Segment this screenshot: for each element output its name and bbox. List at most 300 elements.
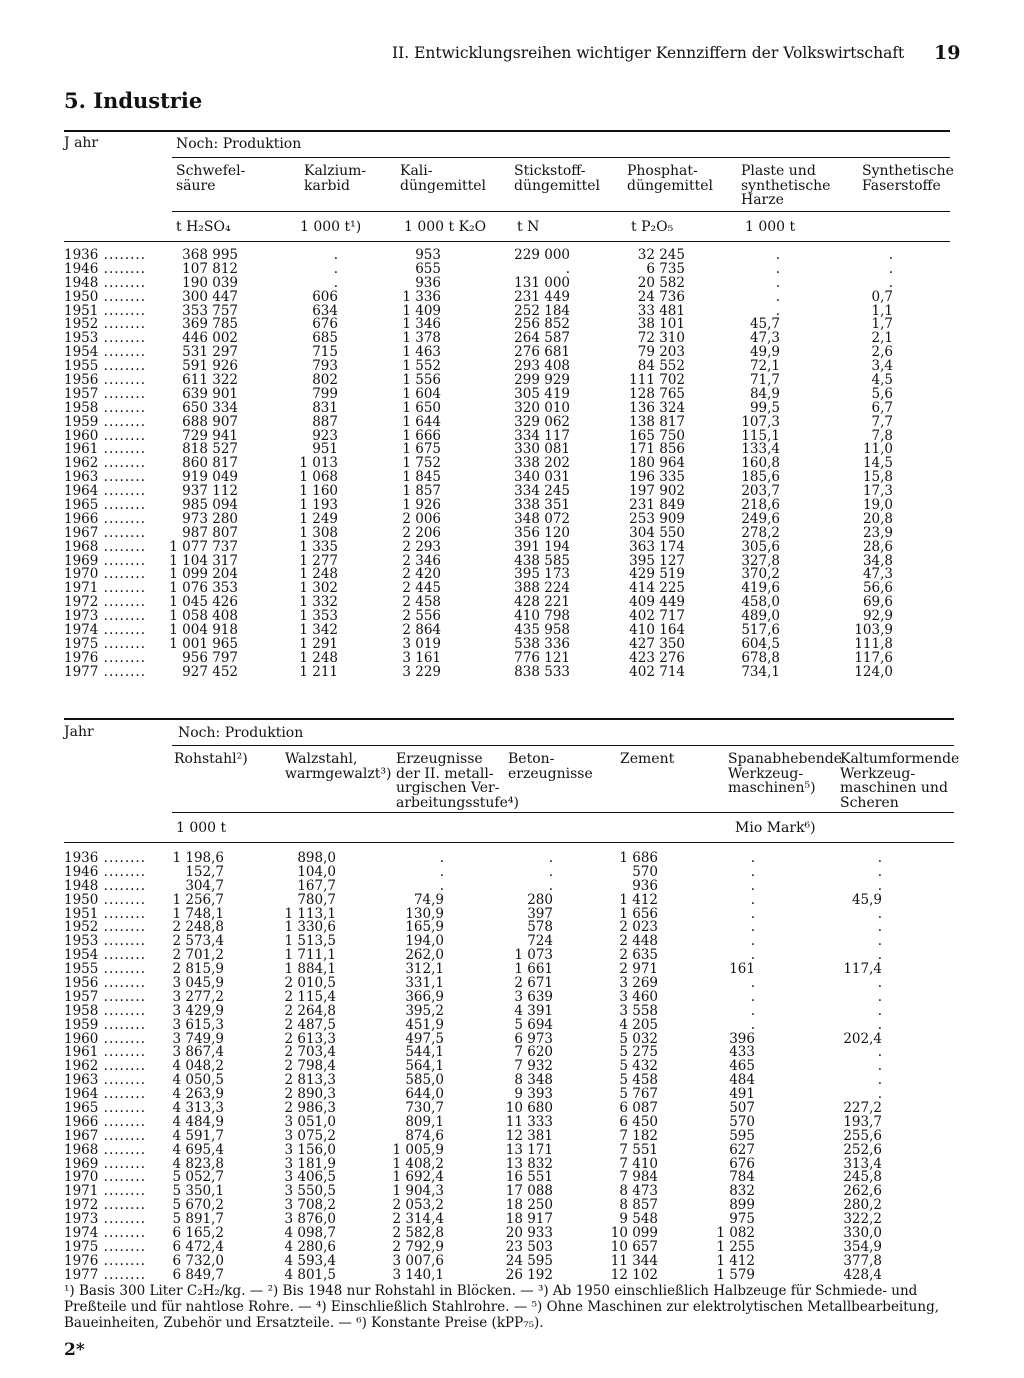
- year-cell: 1948 .....: [64, 277, 146, 291]
- value-cell: 26 192: [505, 1266, 553, 1283]
- year-cell: 1961 .....: [64, 443, 146, 457]
- value-cell: 1 104 317: [169, 552, 238, 569]
- value-cell: 1 001 965: [169, 635, 238, 652]
- value-cell: 491: [729, 1086, 755, 1103]
- value-cell: 12 102: [610, 1266, 658, 1283]
- value-cell: 79 203: [637, 344, 685, 361]
- value-cell: 17,3: [862, 483, 893, 500]
- value-cell: 809,1: [405, 1113, 444, 1130]
- value-cell: 45,7: [749, 316, 780, 333]
- value-cell: 729 941: [182, 427, 238, 444]
- year-cell: 1958 .....: [64, 402, 146, 416]
- year-cell: 1966 .....: [64, 513, 146, 527]
- table1-year-label: J ahr: [64, 135, 99, 151]
- value-cell: 28,6: [862, 538, 893, 555]
- value-cell: 1 082: [716, 1225, 755, 1242]
- value-cell: 428,4: [843, 1266, 882, 1283]
- value-cell: 5 891,7: [172, 1211, 224, 1228]
- table2-year-label: Jahr: [64, 724, 94, 740]
- value-cell: 1 076 353: [169, 580, 238, 597]
- value-cell: 71,7: [749, 372, 780, 389]
- value-cell: 433: [729, 1044, 755, 1061]
- value-cell: 1 058 408: [169, 608, 238, 625]
- value-cell: 2 798,4: [284, 1058, 336, 1075]
- value-cell: 190 039: [182, 274, 238, 291]
- value-cell: 8 473: [619, 1183, 658, 1200]
- value-cell: 2 264,8: [284, 1002, 336, 1019]
- value-cell: 130,9: [405, 905, 444, 922]
- value-cell: 465: [729, 1058, 755, 1075]
- value-cell: 7,7: [871, 413, 893, 430]
- value-cell: 5 670,2: [172, 1197, 224, 1214]
- value-cell: 92,9: [862, 608, 893, 625]
- value-cell: 49,9: [749, 344, 780, 361]
- value-cell: 6 732,0: [172, 1252, 224, 1269]
- value-cell: 6 849,7: [172, 1266, 224, 1283]
- table2-unit-rohstahl: 1 000 t: [176, 820, 227, 836]
- value-cell: 18 250: [505, 1197, 553, 1214]
- value-cell: 320 010: [514, 399, 570, 416]
- year-cell: 1970 .....: [64, 568, 146, 582]
- value-cell: 2 248,8: [172, 919, 224, 936]
- table2-col-walzstahl: Walzstahl, warmgewalzt³): [285, 751, 392, 782]
- value-cell: 860 817: [182, 455, 238, 472]
- value-cell: 730,7: [405, 1100, 444, 1117]
- value-cell: 2 792,9: [392, 1238, 444, 1255]
- value-cell: 3 429,9: [172, 1002, 224, 1019]
- year-cell: 1965 .....: [64, 1102, 146, 1116]
- value-cell: 1 748,1: [172, 905, 224, 922]
- value-cell: 5 350,1: [172, 1183, 224, 1200]
- value-cell: 3 007,6: [392, 1252, 444, 1269]
- value-cell: 128 765: [629, 385, 685, 402]
- value-cell: 280: [527, 891, 553, 908]
- value-cell: 299 929: [514, 372, 570, 389]
- value-cell: 1 650: [402, 399, 441, 416]
- value-cell: 2 053,2: [392, 1197, 444, 1214]
- value-cell: 484: [729, 1072, 755, 1089]
- table2-col-zement: Zement: [620, 751, 675, 767]
- year-cell: 1950 .....: [64, 291, 146, 305]
- value-cell: 1 249: [299, 510, 338, 527]
- value-cell: 570: [729, 1113, 755, 1130]
- table1-body-rule: [64, 241, 950, 242]
- value-cell: 38 101: [637, 316, 685, 333]
- value-cell: 45,9: [851, 891, 882, 908]
- value-cell: 304 550: [629, 524, 685, 541]
- value-cell: 1 409: [402, 302, 441, 319]
- table2-unit-spanabhebende: Mio Mark⁶): [735, 820, 816, 836]
- value-cell: .: [877, 1072, 882, 1089]
- value-cell: 1 277: [299, 552, 338, 569]
- value-cell: 799: [312, 385, 338, 402]
- value-cell: 4 313,3: [172, 1100, 224, 1117]
- value-cell: 3 708,2: [284, 1197, 336, 1214]
- value-cell: 313,4: [843, 1155, 882, 1172]
- value-cell: 348 072: [514, 510, 570, 527]
- value-cell: .: [750, 1016, 755, 1033]
- year-cell: 1936 .....: [64, 852, 146, 866]
- value-cell: 818 527: [182, 441, 238, 458]
- table1-body: [64, 249, 964, 680]
- value-cell: 231 849: [629, 497, 685, 514]
- value-cell: 33 481: [637, 302, 685, 319]
- value-cell: 11 333: [505, 1113, 553, 1130]
- value-cell: 10 099: [610, 1225, 658, 1242]
- table2-col-betonerzeugnisse: Beton- erzeugnisse: [508, 751, 593, 782]
- value-cell: 2 671: [514, 975, 553, 992]
- value-cell: 11 344: [610, 1252, 658, 1269]
- value-cell: 973 280: [182, 510, 238, 527]
- value-cell: 2 006: [402, 510, 441, 527]
- value-cell: 370,2: [741, 566, 780, 583]
- value-cell: 2 010,5: [284, 975, 336, 992]
- value-cell: 5 275: [619, 1044, 658, 1061]
- value-cell: 3 269: [619, 975, 658, 992]
- table1-colhead-rule: [172, 211, 950, 212]
- value-cell: 1 711,1: [284, 947, 336, 964]
- value-cell: 4 823,8: [172, 1155, 224, 1172]
- section-title: 5. Industrie: [64, 88, 203, 113]
- year-cell: 1970 .....: [64, 1171, 146, 1185]
- value-cell: 410 798: [514, 608, 570, 625]
- value-cell: 1 752: [402, 455, 441, 472]
- value-cell: 395 127: [629, 552, 685, 569]
- value-cell: 305,6: [741, 538, 780, 555]
- year-cell: 1957 .....: [64, 388, 146, 402]
- value-cell: 104,0: [297, 863, 336, 880]
- value-cell: 138 817: [629, 413, 685, 430]
- value-cell: 5 767: [619, 1086, 658, 1103]
- value-cell: .: [565, 260, 570, 277]
- value-cell: 3 277,2: [172, 988, 224, 1005]
- value-cell: 1 255: [716, 1238, 755, 1255]
- year-cell: 1974 .....: [64, 624, 146, 638]
- value-cell: 1 302: [299, 580, 338, 597]
- value-cell: 4 048,2: [172, 1058, 224, 1075]
- value-cell: .: [877, 1016, 882, 1033]
- table2-group-label: Noch: Produktion: [178, 725, 304, 741]
- value-cell: 396: [729, 1030, 755, 1047]
- value-cell: 72,1: [749, 358, 780, 375]
- value-cell: 874,6: [405, 1127, 444, 1144]
- value-cell: .: [877, 1058, 882, 1075]
- value-cell: 5 432: [619, 1058, 658, 1075]
- value-cell: 409 449: [629, 594, 685, 611]
- value-cell: 256 852: [514, 316, 570, 333]
- value-cell: 564,1: [405, 1058, 444, 1075]
- value-cell: 3 639: [514, 988, 553, 1005]
- value-cell: 391 194: [514, 538, 570, 555]
- value-cell: 419,6: [741, 580, 780, 597]
- value-cell: 1 692,4: [392, 1169, 444, 1186]
- year-cell: 1946 .....: [64, 263, 146, 277]
- value-cell: 152,7: [185, 863, 224, 880]
- value-cell: 194,0: [405, 933, 444, 950]
- value-cell: 9 393: [514, 1086, 553, 1103]
- value-cell: 293 408: [514, 358, 570, 375]
- value-cell: 2 573,4: [172, 933, 224, 950]
- value-cell: .: [750, 877, 755, 894]
- value-cell: 435 958: [514, 622, 570, 639]
- value-cell: 832: [729, 1183, 755, 1200]
- value-cell: 23,9: [862, 524, 893, 541]
- year-cell: 1955 .....: [64, 360, 146, 374]
- year-cell: 1962 .....: [64, 457, 146, 471]
- value-cell: .: [877, 1044, 882, 1061]
- value-cell: 262,0: [405, 947, 444, 964]
- value-cell: 15,8: [862, 469, 893, 486]
- value-cell: 395,2: [405, 1002, 444, 1019]
- year-cell: 1959 .....: [64, 1019, 146, 1033]
- value-cell: 196 335: [629, 469, 685, 486]
- value-cell: 24 595: [505, 1252, 553, 1269]
- value-cell: 4 695,4: [172, 1141, 224, 1158]
- value-cell: 2 314,4: [392, 1211, 444, 1228]
- table1-row: [64, 663, 964, 680]
- value-cell: 264 587: [514, 330, 570, 347]
- value-cell: 165 750: [629, 427, 685, 444]
- value-cell: 1 198,6: [172, 850, 224, 866]
- table2-col-spanabhebende: Spanabhebende Werkzeug- maschinen⁵): [728, 751, 843, 796]
- year-cell: 1962 .....: [64, 1060, 146, 1074]
- value-cell: 2 487,5: [284, 1016, 336, 1033]
- value-cell: 10 680: [505, 1100, 553, 1117]
- value-cell: 899: [729, 1197, 755, 1214]
- value-cell: 802: [312, 372, 338, 389]
- value-cell: 185,6: [741, 469, 780, 486]
- value-cell: 1 013: [299, 455, 338, 472]
- value-cell: 898,0: [297, 850, 336, 866]
- value-cell: 136 324: [629, 399, 685, 416]
- value-cell: 34,8: [862, 552, 893, 569]
- value-cell: 2 971: [619, 961, 658, 978]
- value-cell: 497,5: [405, 1030, 444, 1047]
- table2-group-rule: [172, 745, 954, 746]
- value-cell: 18 917: [505, 1211, 553, 1228]
- value-cell: .: [888, 247, 893, 263]
- value-cell: 276 681: [514, 344, 570, 361]
- value-cell: 23 503: [505, 1238, 553, 1255]
- value-cell: 517,6: [741, 622, 780, 639]
- value-cell: .: [888, 274, 893, 291]
- value-cell: 1 661: [514, 961, 553, 978]
- value-cell: 1 845: [402, 469, 441, 486]
- value-cell: 1 857: [402, 483, 441, 500]
- table1-top-rule: [64, 130, 950, 132]
- value-cell: 1,1: [871, 302, 893, 319]
- value-cell: .: [750, 905, 755, 922]
- value-cell: 606: [312, 288, 338, 305]
- value-cell: 1,7: [871, 316, 893, 333]
- value-cell: 7 182: [619, 1127, 658, 1144]
- value-cell: 2 613,3: [284, 1030, 336, 1047]
- value-cell: 124,0: [854, 663, 893, 680]
- value-cell: 1 579: [716, 1266, 755, 1283]
- value-cell: 1 099 204: [169, 566, 238, 583]
- table2-top-rule: [64, 718, 954, 720]
- value-cell: .: [333, 274, 338, 291]
- value-cell: 1 005,9: [392, 1141, 444, 1158]
- value-cell: 446 002: [182, 330, 238, 347]
- value-cell: 322,2: [843, 1211, 882, 1228]
- value-cell: 1 332: [299, 594, 338, 611]
- value-cell: 611 322: [182, 372, 238, 389]
- year-cell: 1971 .....: [64, 1185, 146, 1199]
- value-cell: 10 657: [610, 1238, 658, 1255]
- value-cell: 7 551: [619, 1141, 658, 1158]
- value-cell: 1 193: [299, 497, 338, 514]
- year-cell: 1958 .....: [64, 1005, 146, 1019]
- year-cell: 1948 .....: [64, 880, 146, 894]
- value-cell: 84 552: [637, 358, 685, 375]
- value-cell: 19,0: [862, 497, 893, 514]
- footnotes: ¹) Basis 300 Liter C₂H₂/kg. — ²) Bis 1948 nur Rohstahl in Blöcken. — ³) Ab 1950 einschließlich Halbzeuge für Schmiede- und Preßteile und für nahtlose Rohre. — ⁴) Einschließlich Stahlrohre. — ⁵) Ohne Maschinen zur elektrolytischen Metallbearbeitung, Baueinheiten, Zubehör und Ersatzteile. — ⁶) Konstante Preise (kPP₇₅).: [64, 1283, 940, 1331]
- value-cell: 4 484,9: [172, 1113, 224, 1130]
- year-cell: 1973 .....: [64, 610, 146, 624]
- value-cell: 6,7: [871, 399, 893, 416]
- value-cell: 20 582: [637, 274, 685, 291]
- value-cell: 1 256,7: [172, 891, 224, 908]
- value-cell: 538 336: [514, 635, 570, 652]
- value-cell: 3 460: [619, 988, 658, 1005]
- value-cell: 14,5: [862, 455, 893, 472]
- value-cell: 3 867,4: [172, 1044, 224, 1061]
- value-cell: .: [439, 863, 444, 880]
- value-cell: 4 205: [619, 1016, 658, 1033]
- value-cell: 395 173: [514, 566, 570, 583]
- value-cell: 278,2: [741, 524, 780, 541]
- value-cell: 644,0: [405, 1086, 444, 1103]
- year-cell: 1951 .....: [64, 305, 146, 319]
- value-cell: 280,2: [843, 1197, 882, 1214]
- value-cell: 312,1: [405, 961, 444, 978]
- table2-col-rohstahl: Rohstahl²): [174, 751, 248, 767]
- value-cell: 1 412: [716, 1252, 755, 1269]
- value-cell: 329 062: [514, 413, 570, 430]
- value-cell: 12 381: [505, 1127, 553, 1144]
- value-cell: 262,6: [843, 1183, 882, 1200]
- value-cell: .: [548, 877, 553, 894]
- value-cell: 1 045 426: [169, 594, 238, 611]
- value-cell: 2 703,4: [284, 1044, 336, 1061]
- value-cell: 99,5: [749, 399, 780, 416]
- year-cell: 1960 .....: [64, 430, 146, 444]
- value-cell: .: [877, 975, 882, 992]
- value-cell: 6 973: [514, 1030, 553, 1047]
- value-cell: 2 420: [402, 566, 441, 583]
- value-cell: 627: [729, 1141, 755, 1158]
- value-cell: 377,8: [843, 1252, 882, 1269]
- value-cell: 165,9: [405, 919, 444, 936]
- value-cell: 951: [312, 441, 338, 458]
- value-cell: .: [877, 850, 882, 866]
- value-cell: 1 884,1: [284, 961, 336, 978]
- value-cell: 1 308: [299, 524, 338, 541]
- value-cell: 676: [312, 316, 338, 333]
- value-cell: 2 458: [402, 594, 441, 611]
- value-cell: 3 558: [619, 1002, 658, 1019]
- value-cell: 1 675: [402, 441, 441, 458]
- value-cell: .: [775, 302, 780, 319]
- value-cell: .: [775, 260, 780, 277]
- year-cell: 1956 .....: [64, 977, 146, 991]
- value-cell: 3 140,1: [392, 1266, 444, 1283]
- value-cell: 6 735: [646, 260, 685, 277]
- value-cell: 2,1: [871, 330, 893, 347]
- page-number: 19: [934, 42, 961, 64]
- value-cell: 4 263,9: [172, 1086, 224, 1103]
- year-cell: 1964 .....: [64, 485, 146, 499]
- value-cell: 3 075,2: [284, 1127, 336, 1144]
- value-cell: .: [877, 947, 882, 964]
- value-cell: 3 161: [402, 649, 441, 666]
- value-cell: 7,8: [871, 427, 893, 444]
- value-cell: 1 346: [402, 316, 441, 333]
- value-cell: 160,8: [741, 455, 780, 472]
- value-cell: 7 984: [619, 1169, 658, 1186]
- value-cell: 340 031: [514, 469, 570, 486]
- value-cell: 24 736: [637, 288, 685, 305]
- value-cell: 107,3: [741, 413, 780, 430]
- value-cell: 117,6: [854, 649, 893, 666]
- value-cell: 1 408,2: [392, 1155, 444, 1172]
- year-cell: 1956 .....: [64, 374, 146, 388]
- value-cell: 47,3: [862, 566, 893, 583]
- value-cell: 300 447: [182, 288, 238, 305]
- value-cell: 531 297: [182, 344, 238, 361]
- value-cell: 1 353: [299, 608, 338, 625]
- value-cell: 1 068: [299, 469, 338, 486]
- value-cell: 353 757: [182, 302, 238, 319]
- value-cell: 47,3: [749, 330, 780, 347]
- value-cell: 685: [312, 330, 338, 347]
- value-cell: 923: [312, 427, 338, 444]
- value-cell: 1 330,6: [284, 919, 336, 936]
- table2-col-kaltumformende: Kaltumformende Werkzeug- maschinen und Scheren: [840, 751, 960, 811]
- value-cell: 252,6: [843, 1141, 882, 1158]
- value-cell: 16 551: [505, 1169, 553, 1186]
- value-cell: 249,6: [741, 510, 780, 527]
- value-cell: 6 087: [619, 1100, 658, 1117]
- value-cell: 8 348: [514, 1072, 553, 1089]
- value-cell: 32 245: [637, 247, 685, 263]
- table1-col-synthetische-faserstoffe: Synthetische Faserstoffe: [862, 163, 954, 194]
- year-cell: 1954 .....: [64, 949, 146, 963]
- table1-col-plaste: Plaste und synthetische Harze: [741, 163, 831, 208]
- value-cell: 3,4: [871, 358, 893, 375]
- value-cell: 639 901: [182, 385, 238, 402]
- year-cell: 1953 .....: [64, 332, 146, 346]
- value-cell: 13 171: [505, 1141, 553, 1158]
- value-cell: 255,6: [843, 1127, 882, 1144]
- value-cell: 676: [729, 1155, 755, 1172]
- value-cell: .: [750, 947, 755, 964]
- value-cell: 655: [415, 260, 441, 277]
- value-cell: 1 463: [402, 344, 441, 361]
- value-cell: 604,5: [741, 635, 780, 652]
- year-cell: 1974 .....: [64, 1227, 146, 1241]
- year-cell: 1968 .....: [64, 1144, 146, 1158]
- table1-unit-stickstoffdungemittel: t N: [517, 219, 540, 235]
- value-cell: .: [750, 850, 755, 866]
- value-cell: 369 785: [182, 316, 238, 333]
- value-cell: 1 904,3: [392, 1183, 444, 1200]
- value-cell: 650 334: [182, 399, 238, 416]
- table1-group-label: Noch: Produktion: [176, 136, 302, 152]
- value-cell: 3 051,0: [284, 1113, 336, 1130]
- year-cell: 1963 .....: [64, 471, 146, 485]
